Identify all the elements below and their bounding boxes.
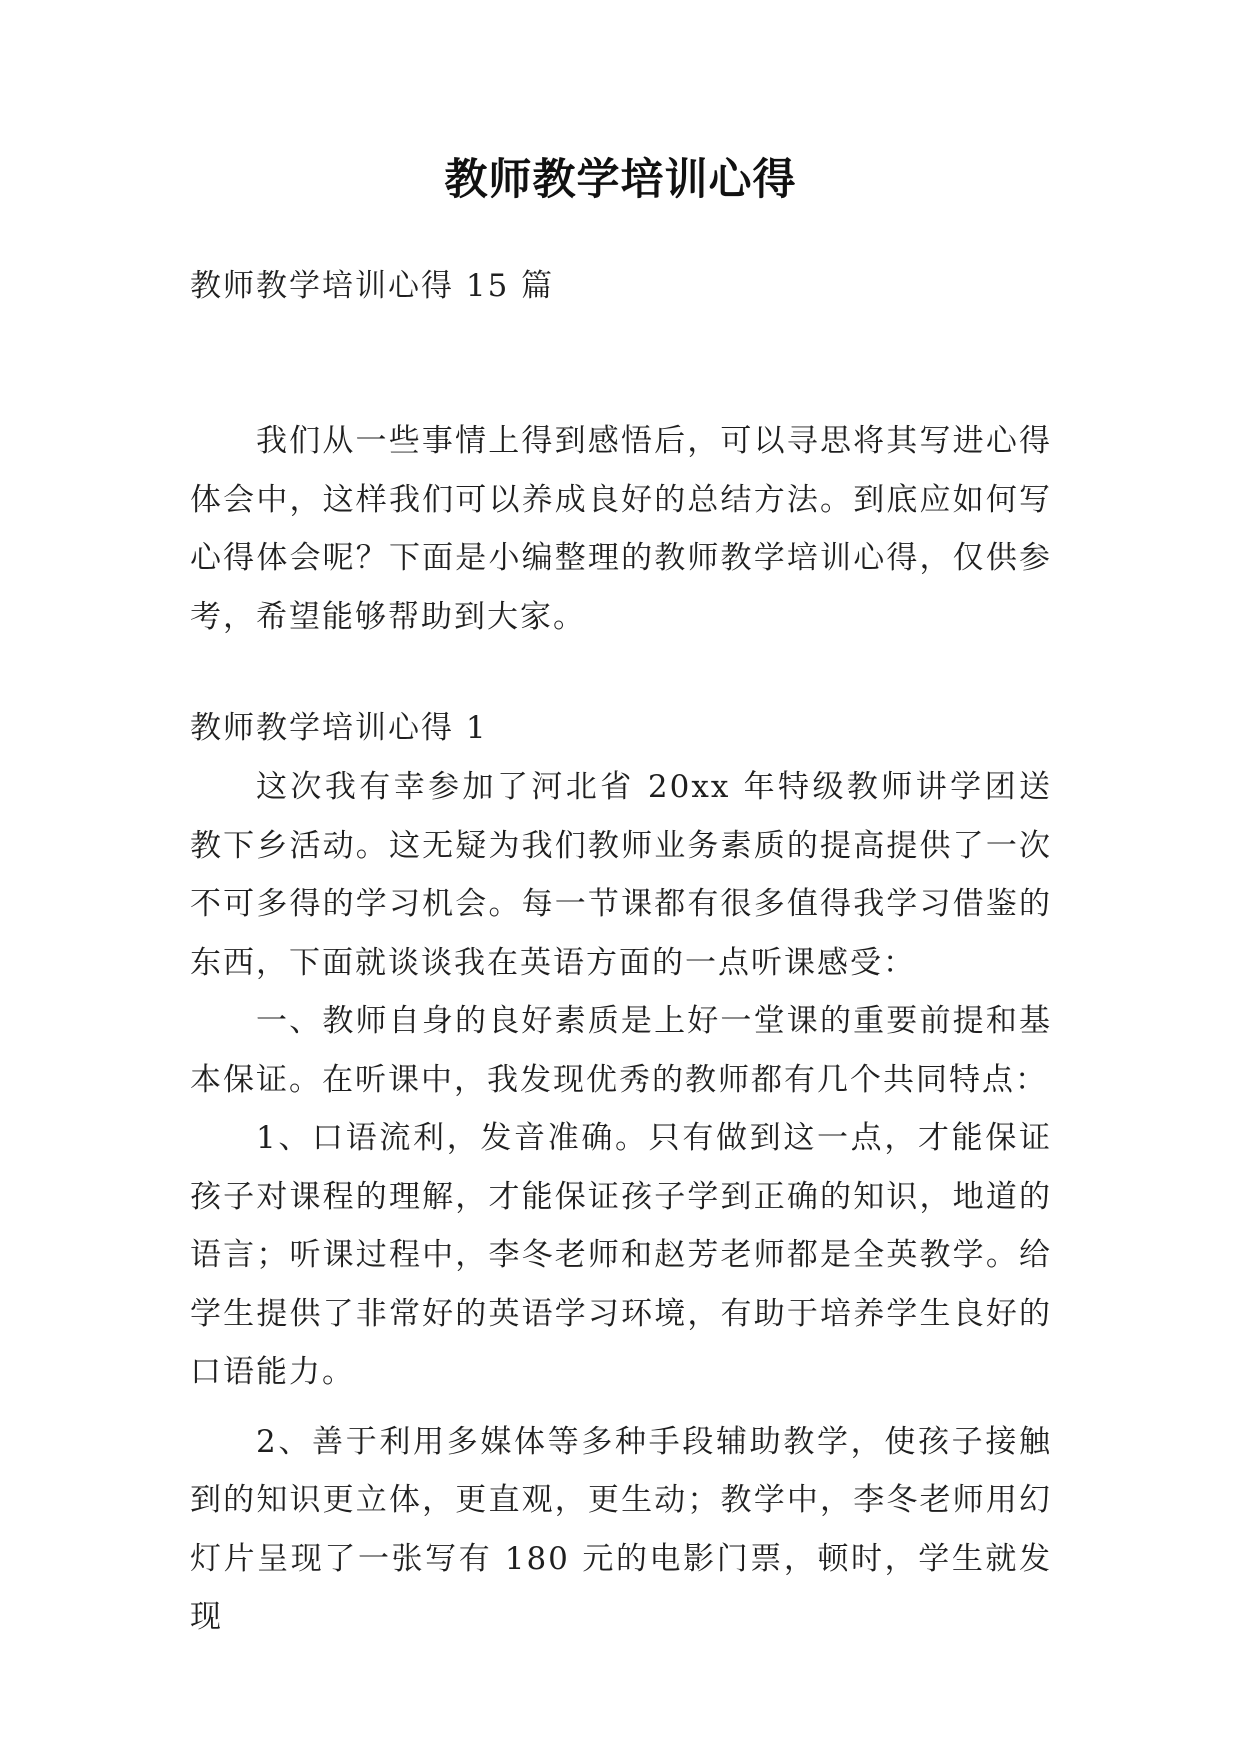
body-paragraph: 一、教师自身的良好素质是上好一堂课的重要前提和基本保证。在听课中，我发现优秀的教师都有几个共同特点： <box>190 1003 1052 1098</box>
page-title: 教师教学培训心得 <box>444 155 797 205</box>
body-paragraph: 1、口语流利，发音准确。只有做到这一点，才能保证孩子对课程的理解，才能保证孩子学到正确的知识，地道的语言；听课过程中，李冬老师和赵芳老师都是全英教学。给学生提供了非常好的英语学习环境，有助于培养学生良好的口语能力。 <box>190 1120 1052 1390</box>
intro-paragraph: 我们从一些事情上得到感悟后，可以寻思将其写进心得体会中，这样我们可以养成良好的总结方法。到底应如何写心得体会呢？下面是小编整理的教师教学培训心得，仅供参考，希望能够帮助到大家。 <box>190 423 1052 635</box>
body-paragraph: 这次我有幸参加了河北省 20xx 年特级教师讲学团送教下乡活动。这无疑为我们教师业务素质的提高提供了一次不可多得的学习机会。每一节课都有很多值得我学习借鉴的东西，下面就谈谈我在英语方面的一点听课感受： <box>190 769 1052 981</box>
body-paragraph: 2、善于利用多媒体等多种手段辅助教学，使孩子接触到的知识更立体，更直观，更生动；教学中，李冬老师用幻灯片呈现了一张写有 180 元的电影门票，顿时，学生就发现 <box>190 1423 1052 1635</box>
intro-section <box>190 412 1052 646</box>
section-heading: 教师教学培训心得 1 <box>190 710 488 746</box>
document-subtitle: 教师教学培训心得 15 篇 <box>190 268 555 304</box>
section-body <box>190 758 1052 1647</box>
